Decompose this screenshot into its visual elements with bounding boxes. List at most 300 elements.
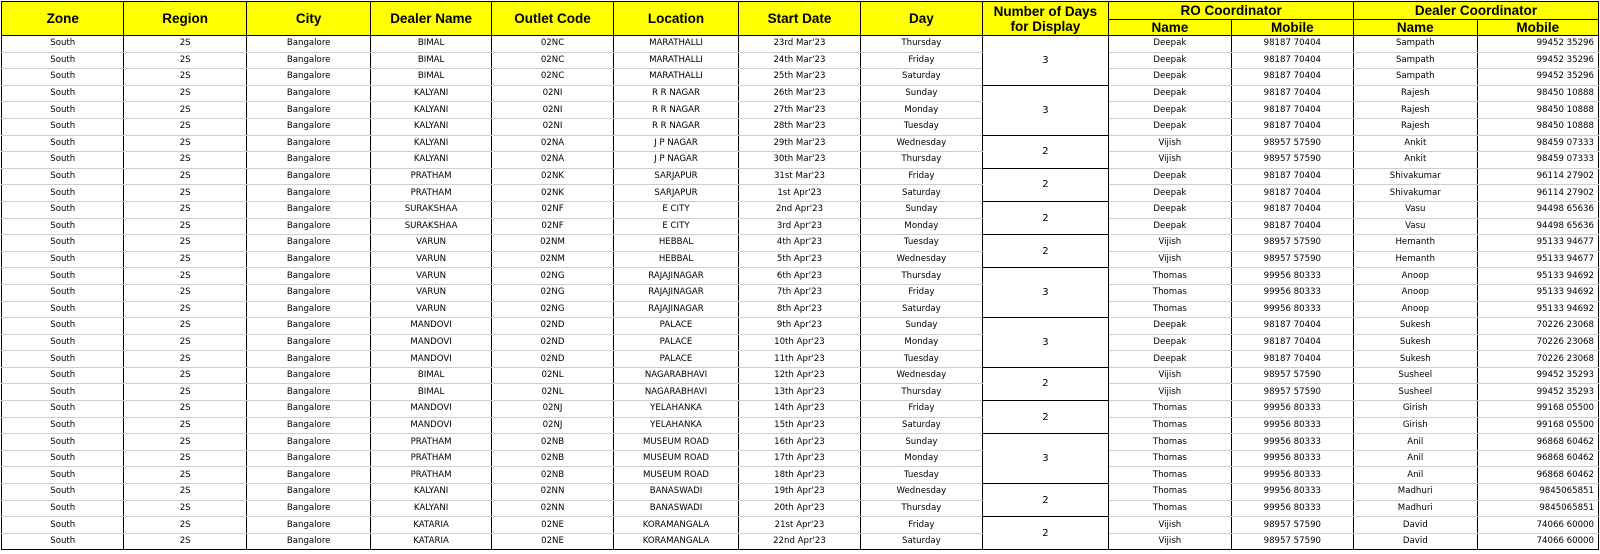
cell-region[interactable]: 2S — [124, 218, 246, 235]
cell-dealer-coord-name[interactable]: Vasu — [1354, 218, 1477, 235]
cell-dealer-coord-mobile[interactable]: 96114 27902 — [1477, 168, 1598, 185]
cell-outlet-code[interactable]: 02NG — [491, 284, 613, 301]
cell-city[interactable]: Bangalore — [246, 118, 370, 135]
cell-location[interactable]: HEBBAL — [614, 235, 738, 252]
cell-day[interactable]: Monday — [861, 450, 982, 467]
cell-ro-mobile[interactable]: 99956 80333 — [1231, 467, 1353, 484]
cell-zone[interactable]: South — [2, 218, 124, 235]
cell-location[interactable]: PALACE — [614, 351, 738, 368]
cell-ro-mobile[interactable]: 99956 80333 — [1231, 417, 1353, 434]
cell-region[interactable]: 2S — [124, 517, 246, 534]
cell-day[interactable]: Tuesday — [861, 118, 982, 135]
cell-location[interactable]: NAGARABHAVI — [614, 367, 738, 384]
table-row[interactable] — [2, 152, 1599, 169]
cell-dealer-coord-name[interactable]: Madhuri — [1354, 484, 1477, 501]
cell-city[interactable]: Bangalore — [246, 102, 370, 119]
cell-number-of-days[interactable]: 2 — [982, 168, 1109, 201]
cell-ro-name[interactable]: Thomas — [1109, 284, 1231, 301]
cell-day[interactable]: Saturday — [861, 301, 982, 318]
cell-dealer-name[interactable]: SURAKSHAA — [371, 218, 491, 235]
cell-city[interactable]: Bangalore — [246, 52, 370, 69]
cell-dealer-coord-name[interactable]: Anoop — [1354, 268, 1477, 285]
cell-dealer-coord-mobile[interactable]: 74066 60000 — [1477, 533, 1598, 550]
table-row[interactable] — [2, 284, 1599, 301]
cell-outlet-code[interactable]: 02NK — [491, 185, 613, 202]
cell-ro-name[interactable]: Thomas — [1109, 268, 1231, 285]
header-location[interactable]: Location — [614, 2, 738, 36]
cell-dealer-coord-mobile[interactable]: 99168 05500 — [1477, 401, 1598, 418]
table-row[interactable] — [2, 36, 1599, 53]
cell-location[interactable]: MARATHALLI — [614, 52, 738, 69]
cell-city[interactable]: Bangalore — [246, 251, 370, 268]
cell-ro-mobile[interactable]: 98187 70404 — [1231, 52, 1353, 69]
cell-outlet-code[interactable]: 02NB — [491, 467, 613, 484]
header-ro-name[interactable]: Name — [1109, 19, 1231, 36]
cell-start-date[interactable]: 18th Apr'23 — [738, 467, 860, 484]
cell-start-date[interactable]: 12th Apr'23 — [738, 367, 860, 384]
cell-location[interactable]: BANASWADI — [614, 484, 738, 501]
cell-dealer-coord-name[interactable]: Sampath — [1354, 36, 1477, 53]
table-row[interactable] — [2, 434, 1599, 451]
cell-zone[interactable]: South — [2, 467, 124, 484]
cell-dealer-name[interactable]: VARUN — [371, 284, 491, 301]
cell-start-date[interactable]: 8th Apr'23 — [738, 301, 860, 318]
cell-start-date[interactable]: 29th Mar'23 — [738, 135, 860, 152]
cell-ro-mobile[interactable]: 98187 70404 — [1231, 218, 1353, 235]
cell-day[interactable]: Thursday — [861, 268, 982, 285]
cell-ro-name[interactable]: Vijish — [1109, 517, 1231, 534]
cell-start-date[interactable]: 30th Mar'23 — [738, 152, 860, 169]
cell-zone[interactable]: South — [2, 301, 124, 318]
cell-region[interactable]: 2S — [124, 201, 246, 218]
cell-number-of-days[interactable]: 3 — [982, 85, 1109, 135]
cell-day[interactable]: Wednesday — [861, 367, 982, 384]
cell-ro-name[interactable]: Deepak — [1109, 69, 1231, 86]
cell-location[interactable]: MUSEUM ROAD — [614, 467, 738, 484]
cell-ro-name[interactable]: Deepak — [1109, 318, 1231, 335]
cell-outlet-code[interactable]: 02NL — [491, 367, 613, 384]
cell-dealer-coord-mobile[interactable]: 98459 07333 — [1477, 152, 1598, 169]
cell-ro-mobile[interactable]: 99956 80333 — [1231, 450, 1353, 467]
cell-ro-mobile[interactable]: 98957 57590 — [1231, 152, 1353, 169]
cell-dealer-coord-mobile[interactable]: 96868 60462 — [1477, 434, 1598, 451]
cell-zone[interactable]: South — [2, 235, 124, 252]
cell-day[interactable]: Wednesday — [861, 484, 982, 501]
cell-zone[interactable]: South — [2, 268, 124, 285]
cell-ro-name[interactable]: Deepak — [1109, 102, 1231, 119]
cell-city[interactable]: Bangalore — [246, 367, 370, 384]
cell-day[interactable]: Monday — [861, 102, 982, 119]
cell-region[interactable]: 2S — [124, 401, 246, 418]
cell-location[interactable]: R R NAGAR — [614, 102, 738, 119]
cell-dealer-coord-name[interactable]: David — [1354, 533, 1477, 550]
cell-zone[interactable]: South — [2, 52, 124, 69]
cell-location[interactable]: MARATHALLI — [614, 36, 738, 53]
cell-dealer-name[interactable]: VARUN — [371, 251, 491, 268]
cell-region[interactable]: 2S — [124, 417, 246, 434]
cell-dealer-coord-name[interactable]: Anoop — [1354, 301, 1477, 318]
cell-dealer-coord-name[interactable]: Sampath — [1354, 69, 1477, 86]
cell-outlet-code[interactable]: 02ND — [491, 318, 613, 335]
cell-region[interactable]: 2S — [124, 152, 246, 169]
cell-ro-name[interactable]: Thomas — [1109, 417, 1231, 434]
cell-ro-name[interactable]: Deepak — [1109, 334, 1231, 351]
cell-city[interactable]: Bangalore — [246, 235, 370, 252]
cell-region[interactable]: 2S — [124, 85, 246, 102]
cell-city[interactable]: Bangalore — [246, 85, 370, 102]
cell-dealer-coord-name[interactable]: Sukesh — [1354, 351, 1477, 368]
cell-dealer-coord-name[interactable]: Girish — [1354, 401, 1477, 418]
cell-dealer-coord-mobile[interactable]: 70226 23068 — [1477, 334, 1598, 351]
cell-start-date[interactable]: 4th Apr'23 — [738, 235, 860, 252]
cell-location[interactable]: RAJAJINAGAR — [614, 268, 738, 285]
cell-zone[interactable]: South — [2, 201, 124, 218]
cell-ro-name[interactable]: Deepak — [1109, 36, 1231, 53]
cell-dealer-coord-mobile[interactable]: 95133 94692 — [1477, 268, 1598, 285]
cell-dealer-name[interactable]: KATARIA — [371, 517, 491, 534]
cell-region[interactable]: 2S — [124, 268, 246, 285]
cell-start-date[interactable]: 11th Apr'23 — [738, 351, 860, 368]
cell-dealer-name[interactable]: KALYANI — [371, 484, 491, 501]
cell-day[interactable]: Tuesday — [861, 467, 982, 484]
table-row[interactable] — [2, 52, 1599, 69]
cell-dealer-coord-name[interactable]: Anil — [1354, 450, 1477, 467]
cell-zone[interactable]: South — [2, 69, 124, 86]
table-row[interactable] — [2, 301, 1599, 318]
cell-outlet-code[interactable]: 02NI — [491, 102, 613, 119]
table-row[interactable] — [2, 85, 1599, 102]
cell-dealer-name[interactable]: KALYANI — [371, 152, 491, 169]
cell-start-date[interactable]: 5th Apr'23 — [738, 251, 860, 268]
cell-dealer-coord-name[interactable]: Rajesh — [1354, 85, 1477, 102]
cell-start-date[interactable]: 10th Apr'23 — [738, 334, 860, 351]
cell-zone[interactable]: South — [2, 318, 124, 335]
cell-outlet-code[interactable]: 02NB — [491, 434, 613, 451]
header-outlet-code[interactable]: Outlet Code — [491, 2, 613, 36]
cell-region[interactable]: 2S — [124, 284, 246, 301]
cell-region[interactable]: 2S — [124, 135, 246, 152]
cell-day[interactable]: Saturday — [861, 69, 982, 86]
cell-dealer-coord-mobile[interactable]: 94498 65636 — [1477, 218, 1598, 235]
cell-region[interactable]: 2S — [124, 450, 246, 467]
cell-dealer-coord-mobile[interactable]: 95133 94677 — [1477, 251, 1598, 268]
cell-region[interactable]: 2S — [124, 52, 246, 69]
cell-location[interactable]: E CITY — [614, 218, 738, 235]
cell-ro-mobile[interactable]: 99956 80333 — [1231, 401, 1353, 418]
cell-ro-mobile[interactable]: 98187 70404 — [1231, 36, 1353, 53]
cell-ro-mobile[interactable]: 98187 70404 — [1231, 334, 1353, 351]
table-row[interactable] — [2, 251, 1599, 268]
cell-zone[interactable]: South — [2, 36, 124, 53]
cell-dealer-coord-mobile[interactable]: 99168 05500 — [1477, 417, 1598, 434]
cell-ro-mobile[interactable]: 98187 70404 — [1231, 118, 1353, 135]
cell-ro-mobile[interactable]: 98957 57590 — [1231, 251, 1353, 268]
table-row[interactable] — [2, 318, 1599, 335]
cell-city[interactable]: Bangalore — [246, 185, 370, 202]
cell-dealer-coord-mobile[interactable]: 95133 94692 — [1477, 301, 1598, 318]
cell-ro-mobile[interactable]: 98187 70404 — [1231, 85, 1353, 102]
cell-dealer-coord-mobile[interactable]: 9845065851 — [1477, 500, 1598, 517]
cell-day[interactable]: Friday — [861, 168, 982, 185]
header-ro-mobile[interactable]: Mobile — [1231, 19, 1353, 36]
cell-dealer-coord-name[interactable]: Susheel — [1354, 384, 1477, 401]
cell-start-date[interactable]: 23rd Mar'23 — [738, 36, 860, 53]
cell-dealer-name[interactable]: BIMAL — [371, 36, 491, 53]
cell-outlet-code[interactable]: 02NI — [491, 118, 613, 135]
cell-location[interactable]: J P NAGAR — [614, 135, 738, 152]
cell-zone[interactable]: South — [2, 102, 124, 119]
cell-location[interactable]: PALACE — [614, 318, 738, 335]
cell-outlet-code[interactable]: 02NK — [491, 168, 613, 185]
cell-city[interactable]: Bangalore — [246, 384, 370, 401]
cell-dealer-coord-name[interactable]: Rajesh — [1354, 118, 1477, 135]
table-row[interactable] — [2, 450, 1599, 467]
cell-ro-mobile[interactable]: 98957 57590 — [1231, 517, 1353, 534]
header-region[interactable]: Region — [124, 2, 246, 36]
header-ro-coordinator[interactable]: RO Coordinator — [1109, 2, 1354, 20]
cell-city[interactable]: Bangalore — [246, 301, 370, 318]
cell-day[interactable]: Thursday — [861, 500, 982, 517]
cell-dealer-name[interactable]: PRATHAM — [371, 434, 491, 451]
cell-day[interactable]: Friday — [861, 517, 982, 534]
cell-zone[interactable]: South — [2, 284, 124, 301]
header-city[interactable]: City — [246, 2, 370, 36]
cell-ro-name[interactable]: Vijish — [1109, 251, 1231, 268]
cell-start-date[interactable]: 24th Mar'23 — [738, 52, 860, 69]
cell-dealer-name[interactable]: KALYANI — [371, 85, 491, 102]
cell-start-date[interactable]: 28th Mar'23 — [738, 118, 860, 135]
cell-outlet-code[interactable]: 02NI — [491, 85, 613, 102]
cell-location[interactable]: SARJAPUR — [614, 168, 738, 185]
cell-dealer-coord-name[interactable]: Hemanth — [1354, 251, 1477, 268]
cell-day[interactable]: Friday — [861, 401, 982, 418]
cell-number-of-days[interactable]: 3 — [982, 434, 1109, 484]
cell-dealer-coord-name[interactable]: Hemanth — [1354, 235, 1477, 252]
cell-dealer-name[interactable]: KALYANI — [371, 500, 491, 517]
table-row[interactable] — [2, 201, 1599, 218]
cell-outlet-code[interactable]: 02NF — [491, 201, 613, 218]
cell-ro-mobile[interactable]: 98957 57590 — [1231, 235, 1353, 252]
cell-dealer-coord-mobile[interactable]: 95133 94677 — [1477, 235, 1598, 252]
cell-ro-name[interactable]: Vijish — [1109, 384, 1231, 401]
cell-ro-mobile[interactable]: 98957 57590 — [1231, 135, 1353, 152]
cell-dealer-coord-mobile[interactable]: 9845065851 — [1477, 484, 1598, 501]
cell-location[interactable]: KORAMANGALA — [614, 517, 738, 534]
cell-zone[interactable]: South — [2, 118, 124, 135]
cell-dealer-name[interactable]: MANDOVI — [371, 334, 491, 351]
cell-dealer-name[interactable]: VARUN — [371, 235, 491, 252]
cell-dealer-name[interactable]: KALYANI — [371, 102, 491, 119]
cell-region[interactable]: 2S — [124, 384, 246, 401]
cell-start-date[interactable]: 13th Apr'23 — [738, 384, 860, 401]
cell-dealer-coord-name[interactable]: Ankit — [1354, 135, 1477, 152]
cell-zone[interactable]: South — [2, 401, 124, 418]
table-row[interactable] — [2, 367, 1599, 384]
cell-outlet-code[interactable]: 02NF — [491, 218, 613, 235]
cell-outlet-code[interactable]: 02NA — [491, 135, 613, 152]
cell-ro-name[interactable]: Deepak — [1109, 85, 1231, 102]
cell-zone[interactable]: South — [2, 85, 124, 102]
cell-ro-mobile[interactable]: 98187 70404 — [1231, 69, 1353, 86]
table-row[interactable] — [2, 69, 1599, 86]
cell-zone[interactable]: South — [2, 450, 124, 467]
cell-zone[interactable]: South — [2, 152, 124, 169]
cell-number-of-days[interactable]: 3 — [982, 318, 1109, 368]
table-row[interactable] — [2, 185, 1599, 202]
cell-zone[interactable]: South — [2, 517, 124, 534]
cell-zone[interactable]: South — [2, 500, 124, 517]
cell-dealer-name[interactable]: BIMAL — [371, 52, 491, 69]
cell-ro-name[interactable]: Deepak — [1109, 185, 1231, 202]
cell-region[interactable]: 2S — [124, 434, 246, 451]
cell-dealer-name[interactable]: MANDOVI — [371, 417, 491, 434]
cell-day[interactable]: Thursday — [861, 36, 982, 53]
header-dealer-coord-mobile[interactable]: Mobile — [1477, 19, 1598, 36]
cell-zone[interactable]: South — [2, 135, 124, 152]
cell-dealer-coord-mobile[interactable]: 98459 07333 — [1477, 135, 1598, 152]
cell-dealer-name[interactable]: BIMAL — [371, 69, 491, 86]
cell-start-date[interactable]: 3rd Apr'23 — [738, 218, 860, 235]
cell-city[interactable]: Bangalore — [246, 417, 370, 434]
header-dealer-coord-name[interactable]: Name — [1354, 19, 1477, 36]
cell-number-of-days[interactable]: 3 — [982, 36, 1109, 86]
cell-dealer-coord-mobile[interactable]: 98450 10888 — [1477, 118, 1598, 135]
cell-location[interactable]: YELAHANKA — [614, 401, 738, 418]
cell-outlet-code[interactable]: 02ND — [491, 351, 613, 368]
cell-location[interactable]: E CITY — [614, 201, 738, 218]
table-row[interactable] — [2, 235, 1599, 252]
table-row[interactable] — [2, 417, 1599, 434]
cell-ro-mobile[interactable]: 99956 80333 — [1231, 301, 1353, 318]
cell-dealer-coord-mobile[interactable]: 99452 35293 — [1477, 367, 1598, 384]
cell-start-date[interactable]: 9th Apr'23 — [738, 318, 860, 335]
cell-location[interactable]: NAGARABHAVI — [614, 384, 738, 401]
cell-zone[interactable]: South — [2, 417, 124, 434]
cell-region[interactable]: 2S — [124, 467, 246, 484]
cell-dealer-name[interactable]: MANDOVI — [371, 351, 491, 368]
header-number-of-days[interactable] — [982, 2, 1109, 36]
cell-ro-mobile[interactable]: 99956 80333 — [1231, 284, 1353, 301]
table-row[interactable] — [2, 467, 1599, 484]
cell-dealer-coord-mobile[interactable]: 94498 65636 — [1477, 201, 1598, 218]
cell-dealer-name[interactable]: BIMAL — [371, 367, 491, 384]
cell-start-date[interactable]: 26th Mar'23 — [738, 85, 860, 102]
cell-location[interactable]: RAJAJINAGAR — [614, 284, 738, 301]
cell-dealer-coord-name[interactable]: Shivakumar — [1354, 185, 1477, 202]
cell-ro-mobile[interactable]: 98187 70404 — [1231, 185, 1353, 202]
cell-outlet-code[interactable]: 02NM — [491, 235, 613, 252]
table-row[interactable] — [2, 533, 1599, 550]
table-row[interactable] — [2, 351, 1599, 368]
cell-ro-name[interactable]: Vijish — [1109, 367, 1231, 384]
cell-number-of-days[interactable]: 2 — [982, 517, 1109, 550]
cell-outlet-code[interactable]: 02NM — [491, 251, 613, 268]
cell-ro-mobile[interactable]: 98187 70404 — [1231, 201, 1353, 218]
cell-ro-mobile[interactable]: 98957 57590 — [1231, 384, 1353, 401]
cell-region[interactable]: 2S — [124, 301, 246, 318]
cell-dealer-coord-mobile[interactable]: 70226 23068 — [1477, 318, 1598, 335]
cell-location[interactable]: PALACE — [614, 334, 738, 351]
cell-region[interactable]: 2S — [124, 334, 246, 351]
cell-outlet-code[interactable]: 02NG — [491, 301, 613, 318]
cell-ro-name[interactable]: Thomas — [1109, 500, 1231, 517]
cell-start-date[interactable]: 6th Apr'23 — [738, 268, 860, 285]
cell-ro-name[interactable]: Thomas — [1109, 484, 1231, 501]
cell-start-date[interactable]: 16th Apr'23 — [738, 434, 860, 451]
cell-zone[interactable]: South — [2, 384, 124, 401]
cell-dealer-name[interactable]: MANDOVI — [371, 318, 491, 335]
cell-region[interactable]: 2S — [124, 251, 246, 268]
cell-city[interactable]: Bangalore — [246, 152, 370, 169]
cell-city[interactable]: Bangalore — [246, 318, 370, 335]
cell-zone[interactable]: South — [2, 367, 124, 384]
cell-region[interactable]: 2S — [124, 118, 246, 135]
cell-outlet-code[interactable]: 02NB — [491, 450, 613, 467]
cell-number-of-days[interactable]: 2 — [982, 201, 1109, 234]
cell-day[interactable]: Tuesday — [861, 235, 982, 252]
cell-start-date[interactable]: 21st Apr'23 — [738, 517, 860, 534]
cell-dealer-coord-mobile[interactable]: 98450 10888 — [1477, 102, 1598, 119]
cell-dealer-coord-name[interactable]: David — [1354, 517, 1477, 534]
cell-day[interactable]: Monday — [861, 218, 982, 235]
cell-dealer-name[interactable]: PRATHAM — [371, 450, 491, 467]
header-dealer-coordinator[interactable]: Dealer Coordinator — [1354, 2, 1599, 20]
cell-location[interactable]: KORAMANGALA — [614, 533, 738, 550]
cell-dealer-coord-name[interactable]: Vasu — [1354, 201, 1477, 218]
cell-location[interactable]: RAJAJINAGAR — [614, 301, 738, 318]
cell-region[interactable]: 2S — [124, 318, 246, 335]
cell-ro-name[interactable]: Deepak — [1109, 351, 1231, 368]
cell-dealer-name[interactable]: PRATHAM — [371, 467, 491, 484]
cell-start-date[interactable]: 17th Apr'23 — [738, 450, 860, 467]
cell-ro-mobile[interactable]: 98187 70404 — [1231, 102, 1353, 119]
cell-city[interactable]: Bangalore — [246, 450, 370, 467]
cell-dealer-name[interactable]: SURAKSHAA — [371, 201, 491, 218]
cell-number-of-days[interactable]: 2 — [982, 484, 1109, 517]
cell-dealer-coord-name[interactable]: Anil — [1354, 434, 1477, 451]
cell-region[interactable]: 2S — [124, 500, 246, 517]
table-row[interactable] — [2, 268, 1599, 285]
cell-zone[interactable]: South — [2, 533, 124, 550]
table-row[interactable] — [2, 118, 1599, 135]
cell-ro-mobile[interactable]: 99956 80333 — [1231, 500, 1353, 517]
cell-ro-name[interactable]: Deepak — [1109, 201, 1231, 218]
cell-outlet-code[interactable]: 02NJ — [491, 401, 613, 418]
cell-ro-name[interactable]: Deepak — [1109, 118, 1231, 135]
cell-city[interactable]: Bangalore — [246, 36, 370, 53]
cell-region[interactable]: 2S — [124, 533, 246, 550]
table-row[interactable] — [2, 484, 1599, 501]
cell-region[interactable]: 2S — [124, 36, 246, 53]
cell-day[interactable]: Saturday — [861, 417, 982, 434]
cell-start-date[interactable]: 27th Mar'23 — [738, 102, 860, 119]
cell-number-of-days[interactable]: 3 — [982, 268, 1109, 318]
cell-city[interactable]: Bangalore — [246, 268, 370, 285]
cell-start-date[interactable]: 15th Apr'23 — [738, 417, 860, 434]
cell-start-date[interactable]: 20th Apr'23 — [738, 500, 860, 517]
cell-day[interactable]: Sunday — [861, 85, 982, 102]
cell-region[interactable]: 2S — [124, 351, 246, 368]
cell-day[interactable]: Sunday — [861, 318, 982, 335]
cell-city[interactable]: Bangalore — [246, 484, 370, 501]
cell-day[interactable]: Wednesday — [861, 135, 982, 152]
cell-dealer-coord-name[interactable]: Anil — [1354, 467, 1477, 484]
cell-start-date[interactable]: 31st Mar'23 — [738, 168, 860, 185]
cell-dealer-coord-mobile[interactable]: 98450 10888 — [1477, 85, 1598, 102]
cell-day[interactable]: Friday — [861, 284, 982, 301]
cell-region[interactable]: 2S — [124, 168, 246, 185]
cell-dealer-name[interactable]: PRATHAM — [371, 185, 491, 202]
